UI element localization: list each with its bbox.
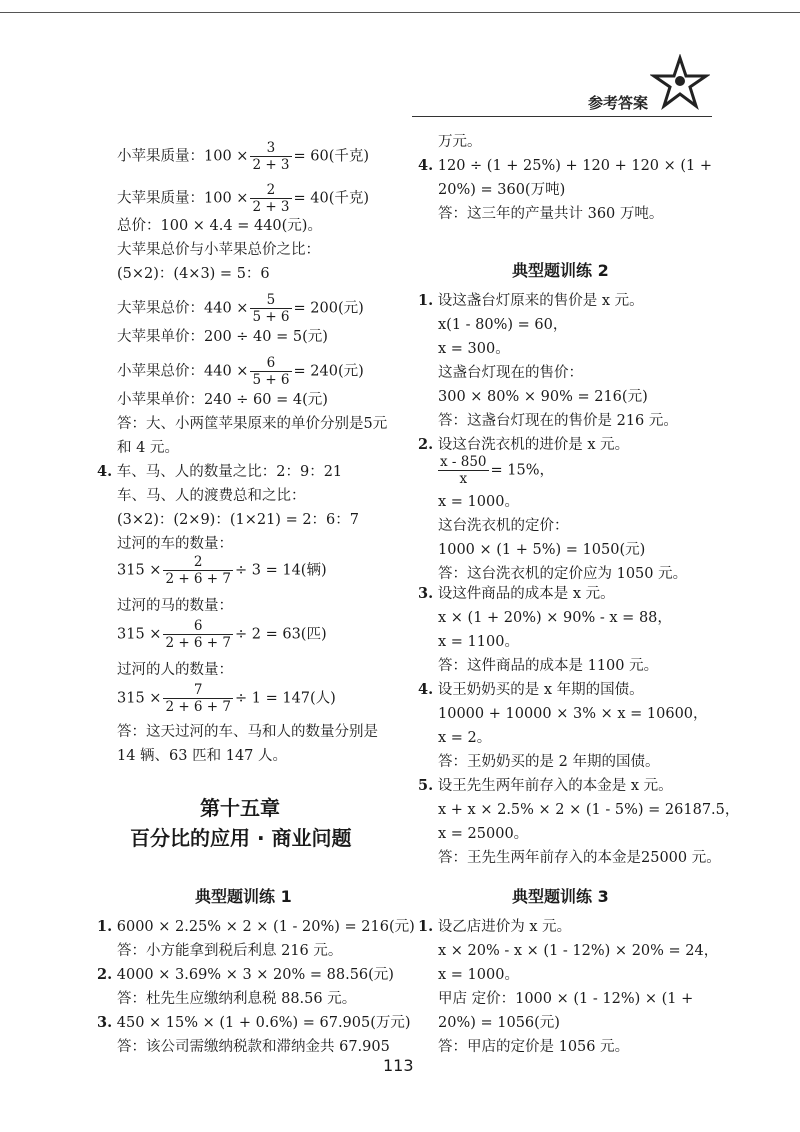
- question-4: 4. 车、马、人的数量之比：2：9：21: [97, 463, 343, 480]
- line-big-apple-mass: 大苹果质量：100 × $\frac{2}{2 + 3}$ = 40(千克): [117, 182, 370, 215]
- s1-answer-3: 答：该公司需缴纳税款和滞纳金共 67.905: [117, 1039, 390, 1055]
- s2-line: 10000 + 10000 × 3% × x = 10600，: [438, 706, 708, 722]
- s2-answer-4: 答：王奶奶买的是 2 年期的国债。: [438, 754, 660, 770]
- s3-answer-1: 答：甲店的定价是 1056 元。: [438, 1039, 630, 1055]
- s1-item-2: 2. 4000 × 3.69% × 3 × 20% = 88.56(元): [97, 966, 394, 983]
- header-rule: [412, 116, 712, 117]
- r-line-result: 20%) = 360(万吨): [438, 182, 566, 198]
- line-horses-intro: 过河的马的数量：: [117, 598, 233, 614]
- line-answer-4: 答：这天过河的车、马和人的数量分别是: [117, 724, 378, 740]
- s2-answer-3: 答：这件商品的成本是 1100 元。: [438, 658, 659, 674]
- line-horses-calc: 315 × $\frac{6}{2 + 6 + 7}$ ÷ 2 = 63(匹): [117, 618, 327, 651]
- s2-item-2: 2. 设这台洗衣机的进价是 x 元。: [418, 436, 630, 453]
- s2-line: x(1 - 80%) = 60，: [438, 317, 568, 333]
- s3-line: x × 20% - x × (1 - 12%) × 20% = 24，: [438, 943, 719, 959]
- s2-item-3: 3. 设这件商品的成本是 x 元。: [418, 585, 615, 602]
- line-cars-intro: 过河的车的数量：: [117, 536, 233, 552]
- s1-item-3: 3. 450 × 15% × (1 + 0.6%) = 67.905(万元): [97, 1014, 411, 1031]
- star-logo-icon: [650, 54, 710, 114]
- line-answer: 答：大、小两筐苹果原来的单价分别是5元: [117, 416, 388, 432]
- s2-answer-1: 答：这盏台灯现在的售价是 216 元。: [438, 413, 678, 429]
- line-total-price: 总价：100 × 4.4 = 440(元)。: [117, 218, 322, 234]
- s2-answer-2: 答：这台洗衣机的定价应为 1050 元。: [438, 566, 688, 582]
- header-label: 参考答案: [588, 94, 649, 112]
- s2-line: x = 25000。: [438, 826, 529, 842]
- line-cars-calc: 315 × $\frac{2}{2 + 6 + 7}$ ÷ 3 = 14(辆): [117, 554, 327, 587]
- s2-line: x + x × 2.5% × 2 × (1 - 5%) = 26187.5，: [438, 802, 740, 818]
- line-ratio-intro: 大苹果总价与小苹果总价之比：: [117, 242, 320, 258]
- line-big-total: 大苹果总价：440 × $\frac{5}{5 + 6}$ = 200(元): [117, 292, 364, 325]
- page-number: 113: [383, 1056, 414, 1075]
- s1-item-1: 1. 6000 × 2.25% × 2 × (1 - 20%) = 216(元): [97, 918, 415, 935]
- s2-line: x = 1000。: [438, 494, 519, 510]
- s2-line: 300 × 80% × 90% = 216(元): [438, 389, 648, 405]
- s1-answer-2: 答：杜先生应缴纳利息税 88.56 元。: [117, 991, 357, 1007]
- line-small-apple-mass: 小苹果质量：100 × $\frac{3}{2 + 3}$ = 60(千克): [117, 140, 370, 173]
- top-rule: [0, 12, 800, 13]
- line-answer-cont: 和 4 元。: [117, 440, 179, 456]
- line-people-intro: 过河的人的数量：: [117, 662, 233, 678]
- line-people-calc: 315 × $\frac{7}{2 + 6 + 7}$ ÷ 1 = 147(人): [117, 682, 336, 715]
- s3-item-1: 1. 设乙店进价为 x 元。: [418, 918, 572, 935]
- s2-item-1: 1. 设这盏台灯原来的售价是 x 元。: [418, 292, 644, 309]
- line-answer-4-cont: 14 辆、63 匹和 147 人。: [117, 748, 288, 764]
- s3-line: 甲店 定价：1000 × (1 - 12%) × (1 +: [438, 991, 694, 1007]
- line-small-total: 小苹果总价：440 × $\frac{6}{5 + 6}$ = 240(元): [117, 355, 364, 388]
- s2-line: x × (1 + 20%) × 90% - x = 88，: [438, 610, 672, 626]
- s2-line: 这台洗衣机的定价：: [438, 518, 569, 534]
- line-fee-ratio-intro: 车、马、人的渡费总和之比：: [117, 488, 306, 504]
- line-fee-ratio: (3×2)：(2×9)：(1×21) = 2：6：7: [117, 512, 360, 528]
- chapter-number: 第十五章: [200, 796, 280, 820]
- s2-item-5: 5. 设王先生两年前存入的本金是 x 元。: [418, 777, 673, 794]
- s3-line: 20%) = 1056(元): [438, 1015, 560, 1031]
- s2-fraction-line: $\frac{x - 850}{x}$ = 15%，: [440, 454, 555, 487]
- s1-answer-1: 答：小方能拿到税后利息 216 元。: [117, 943, 343, 959]
- section-heading-3: 典型题训练 3: [512, 887, 609, 906]
- r-line-continued: 万元。: [438, 134, 482, 150]
- chapter-title: 百分比的应用 · 商业问题: [130, 826, 352, 850]
- s2-answer-5: 答：王先生两年前存入的本金是25000 元。: [438, 850, 721, 866]
- line-big-unit: 大苹果单价：200 ÷ 40 = 5(元): [117, 329, 328, 345]
- s3-line: x = 1000。: [438, 967, 519, 983]
- section-heading-1: 典型题训练 1: [195, 887, 292, 906]
- line-small-unit: 小苹果单价：240 ÷ 60 = 4(元): [117, 392, 328, 408]
- s2-line: x = 1100。: [438, 634, 519, 650]
- s2-item-4: 4. 设王奶奶买的是 x 年期的国债。: [418, 681, 644, 698]
- s2-line: x = 300。: [438, 341, 510, 357]
- section-heading-2: 典型题训练 2: [512, 261, 609, 280]
- line-ratio: (5×2)：(4×3) = 5：6: [117, 266, 270, 282]
- s2-line: 这盏台灯现在的售价：: [438, 365, 583, 381]
- r-line-answer: 答：这三年的产量共计 360 万吨。: [438, 206, 664, 222]
- s2-line: x = 2。: [438, 730, 492, 746]
- r-question-4: 4. 120 ÷ (1 + 25%) + 120 + 120 × (1 +: [418, 157, 713, 174]
- s2-line: 1000 × (1 + 5%) = 1050(元): [438, 542, 646, 558]
